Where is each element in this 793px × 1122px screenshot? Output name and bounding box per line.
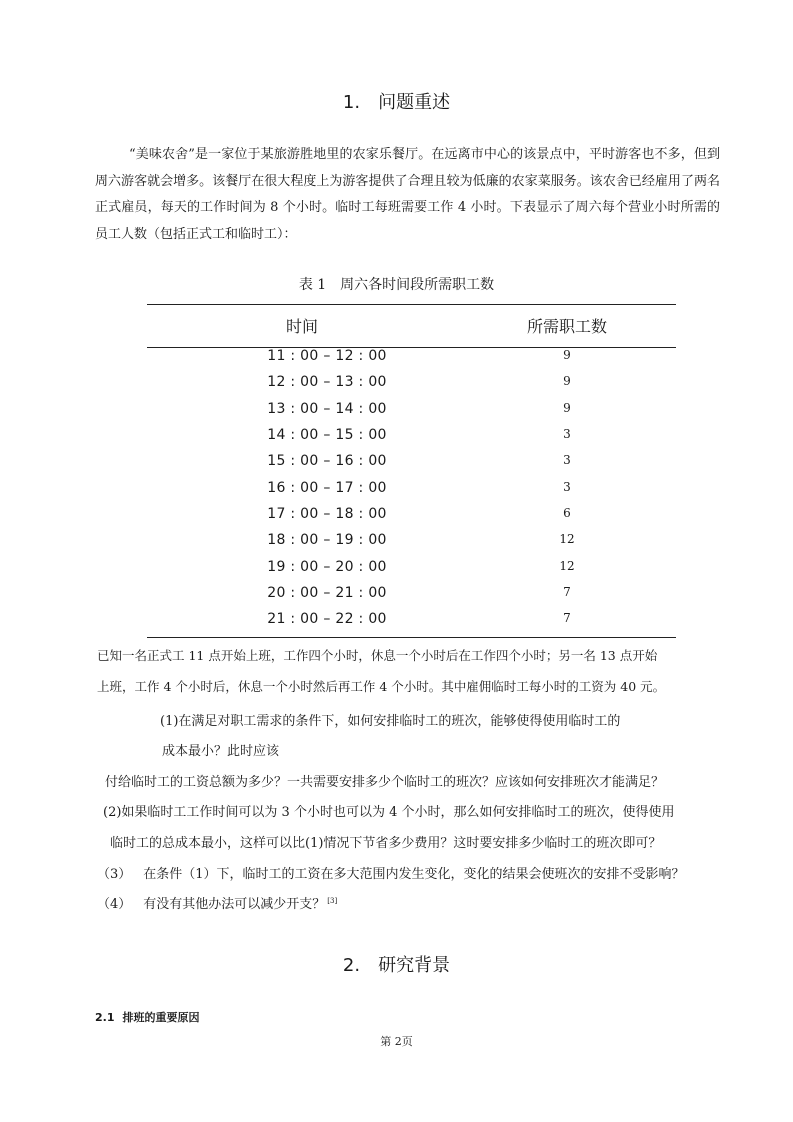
question-4 [97,893,337,912]
time-cell: 18 : 00 – 19 : 00 [267,532,387,548]
table-row [147,401,676,427]
table-row [147,374,676,400]
time-cell: 17 : 00 – 18 : 00 [267,506,387,522]
time-cell: 20 : 00 – 21 : 00 [267,585,387,601]
page-number-footer: 第 2页 [380,1035,413,1048]
time-cell: 12 : 00 – 13 : 00 [267,374,387,390]
staff-cell: 3 [563,453,571,467]
section-1-number: 1. [342,92,361,113]
time-cell: 11 : 00 – 12 : 00 [267,348,387,364]
question-2-line-2: 临时工的总成本最小，这样可以比(1)情况下节省多少费用？这时要安排多少临时工的班次即可？ [110,836,662,851]
subsection-number: 2.1 [95,1011,115,1024]
question-4-text: 有没有其他办法可以减少开支？ [143,897,326,912]
table-top-rule [147,304,676,305]
column-header-time: 时间 [285,317,318,336]
table-row [147,506,676,532]
time-cell: 13 : 00 – 14 : 00 [267,401,387,417]
table-bottom-rule [147,637,676,638]
time-cell: 14 : 00 – 15 : 00 [267,427,387,443]
table-row [147,559,676,585]
shift-info-line-2: 上班，工作 4 个小时后，休息一个小时然后再工作 4 个小时。其中雇佣临时工每小时的工资为 40 元。 [97,679,666,694]
intro-paragraph [95,142,720,248]
staff-cell: 9 [563,348,571,362]
staff-cell: 12 [559,559,575,573]
question-4-number: （4） [97,897,132,912]
shift-info-line-1: 已知一名正式工 11 点开始上班，工作四个小时，休息一个小时后在工作四个小时；另一名 13 点开始 [97,648,658,663]
table-row [147,348,676,374]
column-header-staff: 所需职工数 [526,317,607,336]
subsection-2-1-heading [95,1009,200,1025]
question-1-line-1: (1)在满足对职工需求的条件下，如何安排临时工的班次，能够使得使用临时工的 [160,714,621,729]
table-caption [0,274,793,294]
staff-cell: 7 [563,611,571,625]
table-row [147,427,676,453]
question-4-reference: [3] [327,896,338,905]
table-caption-title: 周六各时间段所需职工数 [340,277,495,293]
section-2-number: 2. [342,955,361,976]
question-2-line-1: (2)如果临时工工作时间可以为 3 个小时也可以为 4 个小时，那么如何安排临时工的班次，使得使用 [103,805,675,820]
question-1-line-3: 付给临时工的工资总额为多少？一共需要安排多少个临时工的班次？应该如何安排班次才能满足？ [105,775,665,790]
staff-cell: 9 [563,401,571,415]
question-1-line-2: 成本最小？此时应该 [162,744,280,759]
table-row [147,611,676,637]
time-cell: 16 : 00 – 17 : 00 [267,480,387,496]
time-cell: 15 : 00 – 16 : 00 [267,453,387,469]
section-2-heading [0,951,793,977]
staff-cell: 7 [563,585,571,599]
subsection-title: 排班的重要原因 [122,1011,200,1024]
intro-text: “美味农舍”是一家位于某旅游胜地里的农家乐餐厅。在远离市中心的该景点中，平时游客也不多，但到周六游客就会增多。该餐厅在很大程度上为游客提供了合理且较为低廉的农家菜服务。该农舍已经雇用了两名正式雇员，每天的工作时间为 8 个小时。临时工每班需要工作 4 小时。下表显示了周六每个营业小时所需的员工人数（包括正式工和临时工）： [95,147,720,242]
staff-cell: 9 [563,374,571,388]
section-2-title: 研究背景 [378,955,451,976]
question-3-text: 在条件（1）下，临时工的工资在多大范围内发生变化，变化的结果会使班次的安排不受影响？ [143,867,685,882]
table-row [147,532,676,558]
question-3-number: （3） [97,867,132,882]
table-row [147,453,676,479]
question-3 [97,863,685,882]
staff-cell: 6 [563,506,571,520]
table-row [147,585,676,611]
table-caption-label: 表 1 [298,277,327,293]
staff-cell: 12 [559,532,575,546]
staff-cell: 3 [563,427,571,441]
section-1-heading [0,88,793,114]
time-cell: 21 : 00 – 22 : 00 [267,611,387,627]
section-1-title: 问题重述 [378,92,451,113]
staff-cell: 3 [563,480,571,494]
table-row [147,480,676,506]
time-cell: 19 : 00 – 20 : 00 [267,559,387,575]
